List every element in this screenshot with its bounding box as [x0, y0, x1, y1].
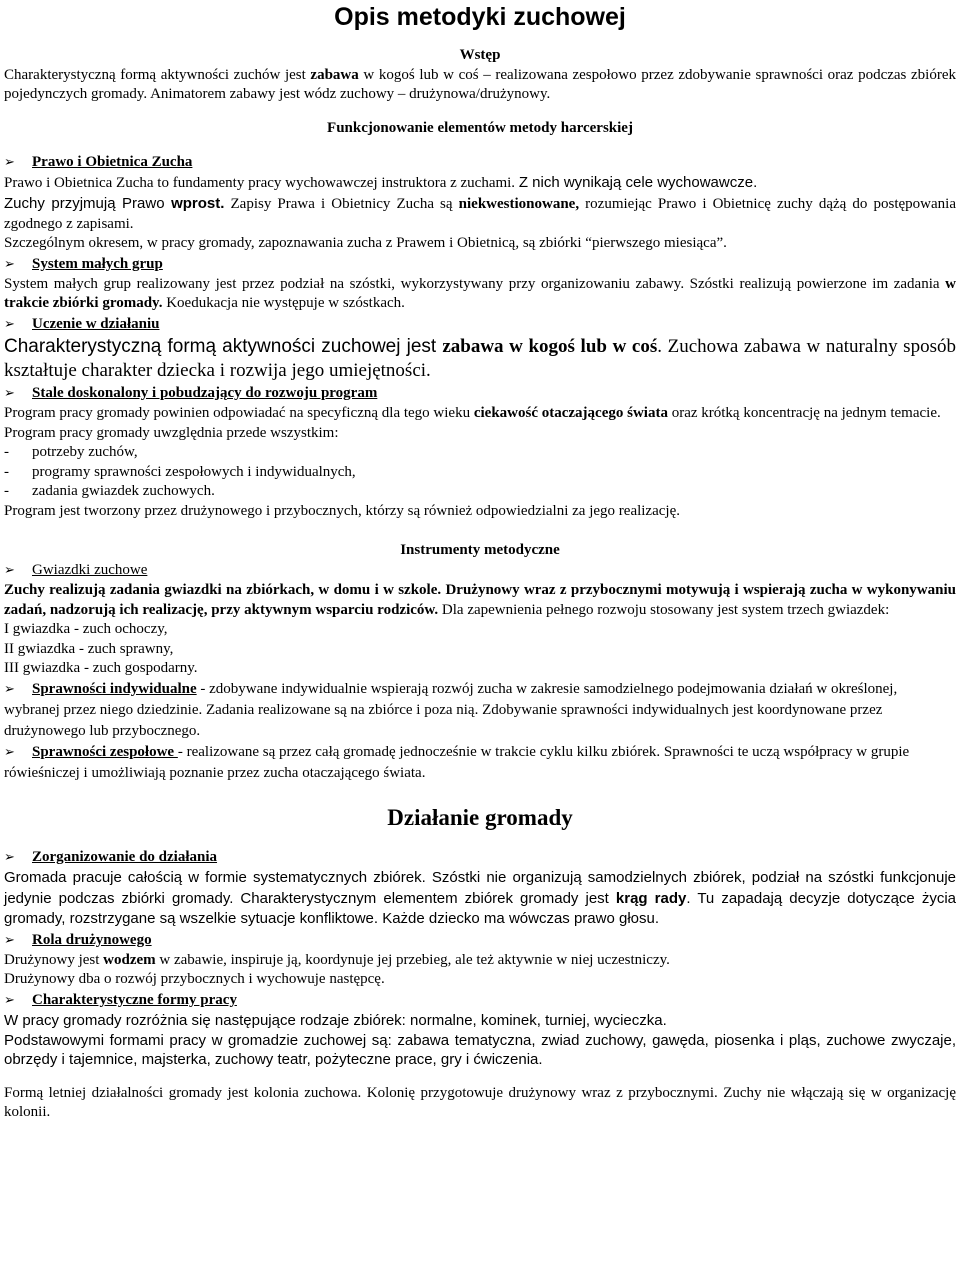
section-heading-functioning: Funkcjonowanie elementów metody harcerskiej — [327, 119, 633, 136]
paragraph: Szczególnym okresem, w pracy gromady, zapoznawania zucha z Prawem i Obietnicą, są zbiórki “pierwszego miesiąca”. — [4, 235, 727, 252]
bullet-learning-by-doing — [4, 314, 956, 335]
list-item: III gwiazdka - zuch gospodarny. — [4, 660, 198, 677]
list-item: - programy sprawności zespołowych i indywidualnych, — [4, 463, 356, 480]
intro-paragraph: Charakterystyczną formą aktywności zuchów jest zabawa w kogoś lub w coś – realizowana zespołowo przez zdobywanie sprawności oraz podczas zbiórek pojedynczych gromady. Animatorem zabawy jest wódz zuchowy – drużynowa/drużynowy. — [4, 66, 956, 103]
paragraph: Program pracy gromady powinien odpowiadać na specyficzną dla tego wieku ciekawość otaczającego świata oraz krótką koncentrację na jednym temacie. — [4, 404, 941, 421]
intro-heading: Wstęp — [459, 47, 501, 63]
paragraph: Gromada pracuje całością w formie systematycznych zbiórek. Szóstki nie organizują samodzielnych zbiórek, podział na szóstki funkcjonuje jedynie podczas zbiórki gromady. Charakterystycznym elementem zbiórek gromady jest krąg rady. Tu zapadają decyzje dotyczące życia gromady, rozstrzygane są wszelkie sytuacje konfliktowe. Każde dziecko ma wówczas prawo głosu. — [4, 869, 957, 928]
list-item: II gwiazdka - zuch sprawny, — [4, 640, 174, 657]
paragraph: Formą letniej działalności gromady jest kolonia zuchowa. Kolonię przygotowuje drużynowy wraz z przybocznymi. Zuchy nie włączają się w organizację kolonii. — [4, 1084, 956, 1121]
list-item: - potrzeby zuchów, — [4, 444, 138, 461]
paragraph: System małych grup realizowany jest przez podział na szóstki, wykorzystywany przy organizowaniu zabawy. Szóstki realizują powierzone im zadania w trakcie zbiórki gromady. Koedukacja nie występuje w szóstkach. — [4, 275, 956, 312]
subsection-title: Gwiazdki zuchowe — [32, 562, 148, 579]
bullet-individual-badges: ➢ Sprawności indywidualne - zdobywane indywidualnie wspierają rozwój zucha w zakresie samodzielnego podejmowania działań w określonej, wybranej przez niego dziedzinie. Zadania realizowane są na zbiórce i poza nią. Zdobywanie sprawności indywidualnych jest koordynowane przez drużynowego lub przybocznego. — [4, 681, 898, 740]
subsection-title: Uczenie w działaniu — [32, 315, 160, 332]
list-item: I gwiazdka - zuch ochoczy, — [4, 621, 168, 638]
bullet-team-badges: ➢ Sprawności zespołowe - realizowane są przez całą gromadę jednocześnie w trakcie cyklu kilku zbiórek. Sprawności te uczą współpracy w grupie rówieśniczej i umożliwiają poznanie przez zucha otaczającego świata. — [4, 744, 910, 782]
paragraph: Drużynowy jest wodzem w zabawie, inspiruje ją, koordynuje jej przebieg, ale też aktywnie w niej uczestniczy. — [4, 951, 670, 968]
bullet-leader-role — [4, 930, 956, 951]
paragraph: Zuchy realizują zadania gwiazdki na zbiórkach, w domu i w szkole. Drużynowy wraz z przybocznymi motywują i wspierają zucha w wykonywaniu zadań, nadzorują ich realizację, przy aktywnym wsparciu rodziców. Dla zapewnienia pełnego rozwoju stosowany jest system trzech gwiazdek: — [4, 582, 956, 618]
list-item: - zadania gwiazdek zuchowych. — [4, 483, 215, 500]
bullet-work-forms — [4, 990, 956, 1011]
section-heading-action: Działanie gromady — [387, 805, 573, 831]
subsection-title: Stale doskonalony i pobudzający do rozwoju program — [32, 384, 378, 401]
arrow-bullet-icon: ➢ — [4, 385, 15, 401]
paragraph: Podstawowymi formami pracy w gromadzie zuchowej są: zabawa tematyczna, zwiad zuchowy, gawęda, piosenka i pląs, zuchowe zwyczaje, obrzędy i tajemnice, majsterka, zuchowy teatr, pożyteczne prace, gry i ćwiczenia. — [4, 1031, 956, 1069]
page-title: Opis metodyki zuchowej — [334, 3, 626, 31]
paragraph: Zuchy przyjmują Prawo wprost. Zapisy Prawa i Obietnicy Zucha są niekwestionowane, rozumiejąc Prawo i Obietnicę zuchy dążą do postępowania zgodnego z zapisami. — [4, 194, 957, 232]
arrow-bullet-icon: ➢ — [4, 316, 15, 332]
paragraph: Prawo i Obietnica Zucha to fundamenty pracy wychowawczej instruktora z zuchami. Z nich wynikają cele wychowawcze. — [4, 174, 758, 192]
subsection-title: Prawo i Obietnica Zucha — [32, 154, 193, 171]
paragraph: Program pracy gromady uwzględnia przede wszystkim: — [4, 424, 339, 441]
subsection-title: Rola drużynowego — [32, 931, 152, 948]
bullet-stars — [4, 560, 956, 581]
subsection-title: Zorganizowanie do działania — [32, 849, 218, 866]
paragraph: Program jest tworzony przez drużynowego i przybocznych, którzy są również odpowiedzialni za jego realizację. — [4, 502, 680, 519]
subsection-title: Sprawności zespołowe — [32, 744, 178, 761]
bullet-law-promise — [4, 152, 956, 173]
arrow-bullet-icon: ➢ — [4, 155, 15, 171]
subsection-title: Charakterystyczne formy pracy — [32, 992, 237, 1009]
arrow-bullet-icon: ➢ — [4, 682, 15, 698]
arrow-bullet-icon: ➢ — [4, 850, 15, 866]
subsection-title: System małych grup — [32, 255, 163, 272]
paragraph: W pracy gromady rozróżnia się następujące rodzaje zbiórek: normalne, kominek, turniej, wycieczka. — [4, 1012, 667, 1030]
bullet-small-groups — [4, 254, 956, 275]
bullet-program — [4, 383, 956, 404]
subsection-title: Sprawności indywidualne — [32, 681, 197, 698]
arrow-bullet-icon: ➢ — [4, 563, 15, 579]
arrow-bullet-icon: ➢ — [4, 256, 15, 272]
arrow-bullet-icon: ➢ — [4, 993, 15, 1009]
section-heading-instruments: Instrumenty metodyczne — [400, 541, 560, 558]
paragraph: Drużynowy dba o rozwój przybocznych i wychowuje następcę. — [4, 971, 385, 988]
bullet-organization — [4, 847, 956, 868]
arrow-bullet-icon: ➢ — [4, 745, 15, 761]
arrow-bullet-icon: ➢ — [4, 932, 15, 948]
paragraph: Charakterystyczną formą aktywności zuchowej jest zabawa w kogoś lub w coś. Zuchowa zabawa w naturalny sposób kształtuje charakter dziecka i rozwija jego umiejętności. — [4, 335, 956, 381]
